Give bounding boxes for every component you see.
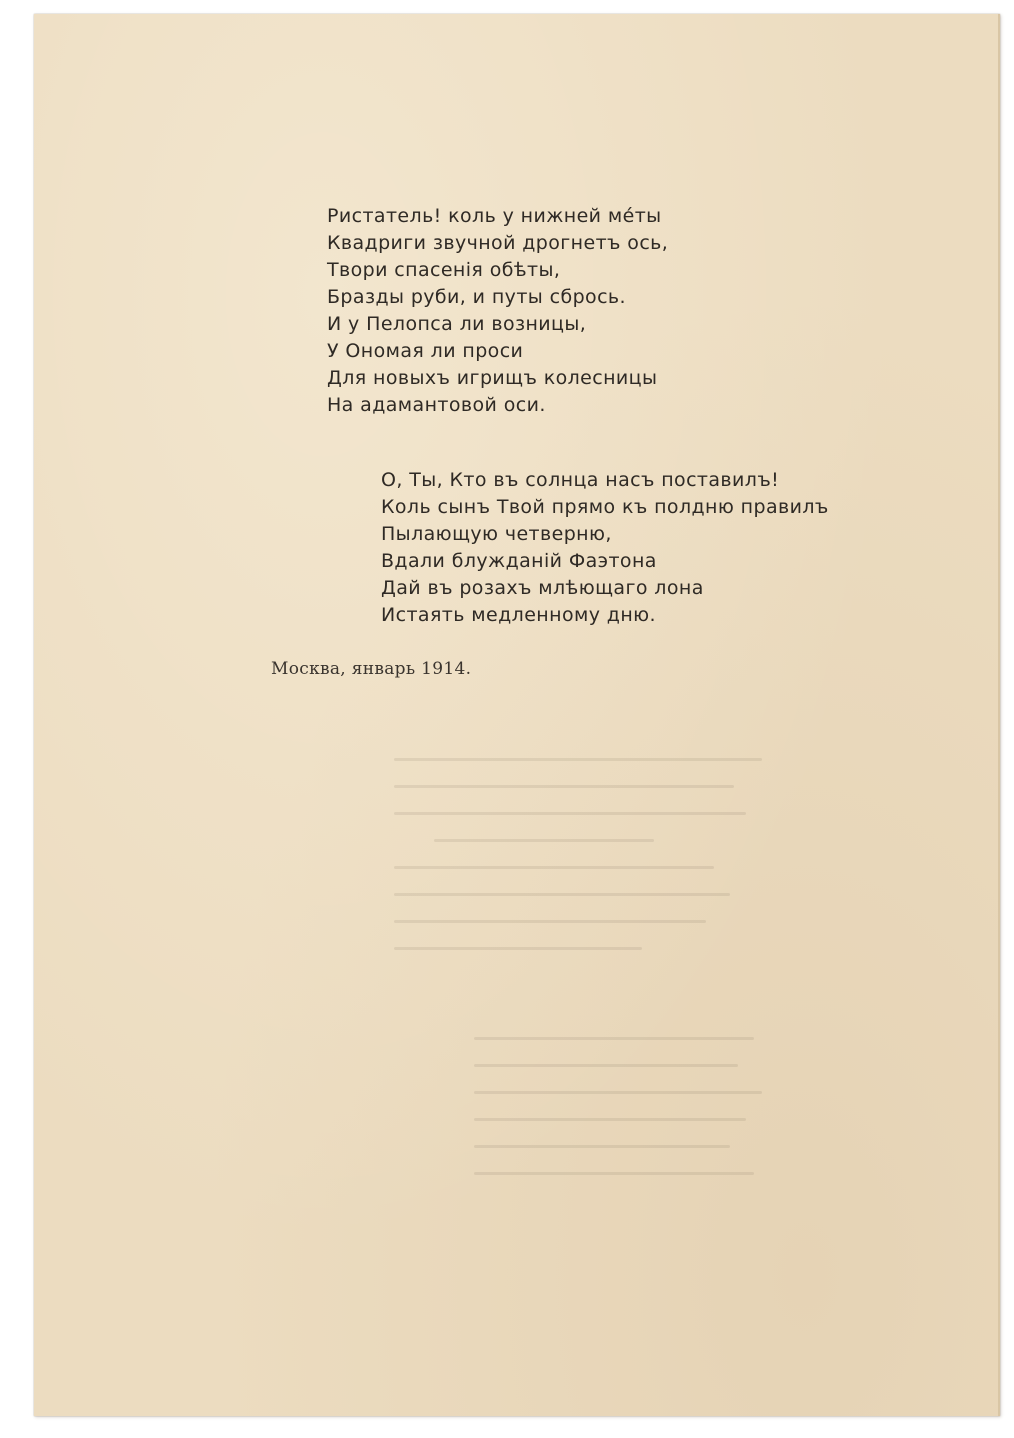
poem-line: Коль сынъ Твой прямо къ полдню правилъ xyxy=(381,496,829,518)
poem-line: Бразды руби, и путы сбрось. xyxy=(327,286,626,308)
poem-line: Пылающую четверню, xyxy=(381,523,612,545)
place-date-signoff: Москва, январь 1914. xyxy=(271,659,472,679)
poem-line: И у Пелопса ли возницы, xyxy=(327,313,587,335)
poem-line: Истаять медленному дню. xyxy=(381,604,656,626)
poem-line: У Ономая ли проси xyxy=(327,340,524,362)
poem-line: Дай въ розахъ млѣющаго лона xyxy=(381,577,704,599)
poem-stanza-2 xyxy=(381,467,829,629)
poem-line: Твори спасенія обѣты, xyxy=(327,259,561,281)
poem-line: Ристатель! коль у нижней мéты xyxy=(327,205,662,227)
poem-line: О, Ты, Кто въ солнца насъ поставилъ! xyxy=(381,469,780,491)
poem-line: На адамантовой оси. xyxy=(327,394,546,416)
poem-line: Квадриги звучной дрогнетъ ось, xyxy=(327,232,669,254)
poem-line: Вдали блужданій Фаэтона xyxy=(381,550,657,572)
poem-stanza-1 xyxy=(327,203,668,419)
poem-line: Для новыхъ игрищъ колесницы xyxy=(327,367,658,389)
reverse-side-bleed-through xyxy=(394,734,794,1174)
